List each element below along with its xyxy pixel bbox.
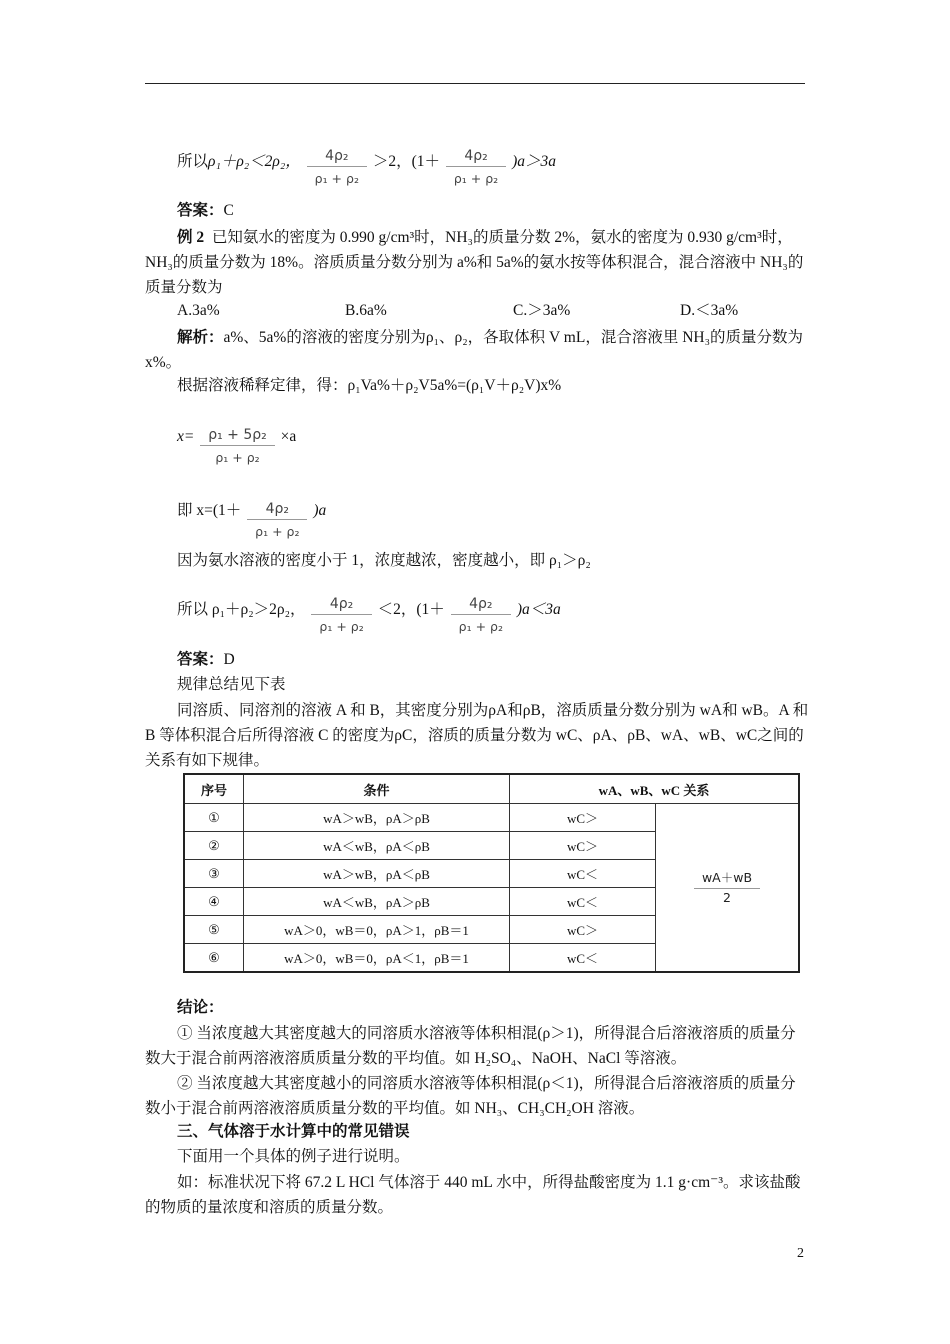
row-condition: wA＜wB，ρA＞ρB — [244, 888, 510, 916]
section-title: 三、气体溶于水计算中的常见错误 — [177, 1123, 410, 1140]
row-number: ④ — [184, 888, 244, 916]
row-relation: wC＜ — [510, 860, 656, 888]
conclusion-item-1 — [145, 1021, 810, 1071]
conclusion-text: ② 当浓度越大其密度越小的同溶质水溶液等体积相混(ρ＜1)，所得混合后溶液溶质的质量分数小于混合前两溶液溶质质量分数的平均值。如 NH₃、CH₃CH₂OH 溶液。 — [145, 1075, 796, 1117]
answer-value: D — [223, 651, 235, 668]
frac-den: ρ₁ + ρ₂ — [458, 619, 503, 634]
text: 所以 — [177, 153, 209, 171]
analysis-text: a%、5a%的溶液的密度分别为ρ₁、ρ₂，各取体积 V mL，混合溶液里 NH₃的质量分数为 x%。 — [145, 329, 803, 371]
law-text: 根据溶液稀释定律，得：ρ₁Va%＋ρ₂V5a%=(ρ₁V＋ρ₂V)x% — [177, 377, 562, 394]
row-condition: wA＞0，wB＝0，ρA＞1，ρB＝1 — [244, 916, 510, 944]
summary-body: 同溶质、同溶剂的溶液 A 和 B，其密度分别为ρA和ρB，溶质质量分数分别为 wA和 wB。A 和 B 等体积混合后所得溶液 C 的密度为ρC，溶质的质量分数为 wC、ρA、ρB、wA、wB、wC之间的关系有如下规律。 — [145, 702, 809, 769]
header-cell: 条件 — [244, 774, 510, 804]
section-3-title — [177, 1121, 842, 1143]
row-relation: wC＜ — [510, 888, 656, 916]
frac-den: 2 — [723, 890, 731, 905]
example-2 — [145, 225, 810, 300]
row-number: ② — [184, 832, 244, 860]
option-c: C.＞3a% — [513, 302, 571, 319]
conclusion-label: 结论： — [177, 999, 224, 1016]
ji-formula — [177, 489, 842, 539]
section-3-example — [145, 1170, 810, 1220]
answer-label: 答案： — [177, 651, 224, 668]
fraction — [311, 594, 371, 639]
frac-den: ρ₁ + ρ₂ — [255, 524, 300, 539]
section-3-intro — [177, 1146, 842, 1168]
fraction — [200, 425, 275, 470]
section-intro: 下面用一个具体的例子进行说明。 — [177, 1148, 410, 1165]
derivation-line-1 — [177, 140, 842, 185]
expr: ρ₁＋ρ₂＜2ρ₂， — [208, 153, 301, 171]
row-number: ③ — [184, 860, 244, 888]
summary-intro — [177, 674, 842, 696]
derivation-line-2 — [177, 588, 842, 633]
fraction — [307, 146, 367, 191]
expr: )a＞3a — [512, 153, 556, 171]
because-text: 因为氨水溶液的密度小于 1，浓度越浓，密度越小，即 ρ₁＞ρ₂ — [177, 552, 591, 569]
expr: ＜2，(1＋ — [377, 601, 445, 619]
frac-num: 4ρ₂ — [247, 499, 307, 520]
frac-num: 4ρ₂ — [446, 146, 506, 167]
fraction — [451, 594, 511, 639]
row-condition: wA＞0，wB＝0，ρA＜1，ρB＝1 — [244, 944, 510, 973]
because-line — [177, 550, 842, 572]
row-relation: wC＞ — [510, 916, 656, 944]
x-formula — [177, 415, 842, 465]
summary-text — [145, 698, 810, 773]
frac-num: wA＋wB — [694, 868, 760, 889]
row-condition: wA＜wB，ρA＜ρB — [244, 832, 510, 860]
frac-num: 4ρ₂ — [307, 146, 367, 167]
frac-num: ρ₁ + 5ρ₂ — [200, 425, 275, 446]
fraction — [446, 146, 506, 191]
answer-label: 答案： — [177, 202, 224, 219]
answer-2 — [177, 649, 842, 671]
summary-intro-text: 规律总结见下表 — [177, 676, 286, 693]
row-relation: wC＜ — [510, 944, 656, 973]
header-cell: wA、wB、wC 关系 — [510, 774, 800, 804]
analysis — [145, 325, 810, 375]
header-cell: 序号 — [184, 774, 244, 804]
expr: x= — [177, 428, 195, 446]
expr: 即 x=(1＋ — [177, 502, 242, 520]
conclusion-item-2 — [145, 1071, 810, 1121]
option-b: B.6a% — [345, 302, 387, 319]
table-row — [184, 804, 799, 832]
row-relation: wC＞ — [510, 832, 656, 860]
average-fraction — [694, 868, 760, 907]
expr: ＞2，(1＋ — [372, 153, 440, 171]
row-number: ⑥ — [184, 944, 244, 973]
frac-num: 4ρ₂ — [451, 594, 511, 615]
row-number: ⑤ — [184, 916, 244, 944]
expr: 所以 ρ₁＋ρ₂＞2ρ₂， — [177, 601, 306, 619]
frac-den: ρ₁ + ρ₂ — [314, 171, 359, 186]
frac-den: ρ₁ + ρ₂ — [215, 450, 260, 465]
frac-den: ρ₁ + ρ₂ — [453, 171, 499, 186]
expr: )a — [313, 502, 327, 520]
analysis-label: 解析： — [177, 329, 224, 346]
section-example-text: 如：标准状况下将 67.2 L HCl 气体溶于 440 mL 水中，所得盐酸密度为 1.1 g·cm⁻³。求该盐酸的物质的量浓度和溶质的质量分数。 — [145, 1174, 801, 1216]
rules-table — [183, 773, 800, 973]
conclusion-text: ① 当浓度越大其密度越大的同溶质水溶液等体积相混(ρ＞1)，所得混合后溶液溶质的质量分数大于混合前两溶液溶质质量分数的平均值。如 H₂SO₄、NaOH、NaCl 等溶液。 — [145, 1025, 796, 1067]
conclusion-heading — [177, 997, 842, 1019]
fraction — [247, 499, 307, 544]
answer-value: C — [223, 202, 234, 219]
example-text: 已知氨水的密度为 0.990 g/cm³时，NH₃的质量分数 2%，氨水的密度为 0.930 g/cm³时，NH₃的质量分数为 18%。溶质质量分数分别为 a%和 5a%的氨水按等体积混合，混合溶液中 NH₃的质量分数为 — [145, 229, 804, 296]
header-rule — [145, 83, 805, 84]
option-d: D.＜3a% — [680, 302, 739, 319]
expr: )a＜3a — [516, 601, 561, 619]
answer-1 — [177, 200, 842, 222]
dilution-law — [177, 375, 842, 397]
row-relation: wC＞ — [510, 804, 656, 832]
example-label: 例 2 — [177, 229, 205, 246]
row-number: ① — [184, 804, 244, 832]
table-header-row — [184, 774, 799, 804]
average-cell — [656, 804, 800, 973]
option-a: A.3a% — [177, 302, 220, 319]
frac-den: ρ₁ + ρ₂ — [319, 619, 364, 634]
row-condition: wA＞wB，ρA＞ρB — [244, 804, 510, 832]
expr: ×a — [280, 428, 297, 446]
frac-num: 4ρ₂ — [311, 594, 371, 615]
options — [177, 300, 842, 322]
page-number: 2 — [797, 1246, 804, 1261]
row-condition: wA＞wB，ρA＜ρB — [244, 860, 510, 888]
